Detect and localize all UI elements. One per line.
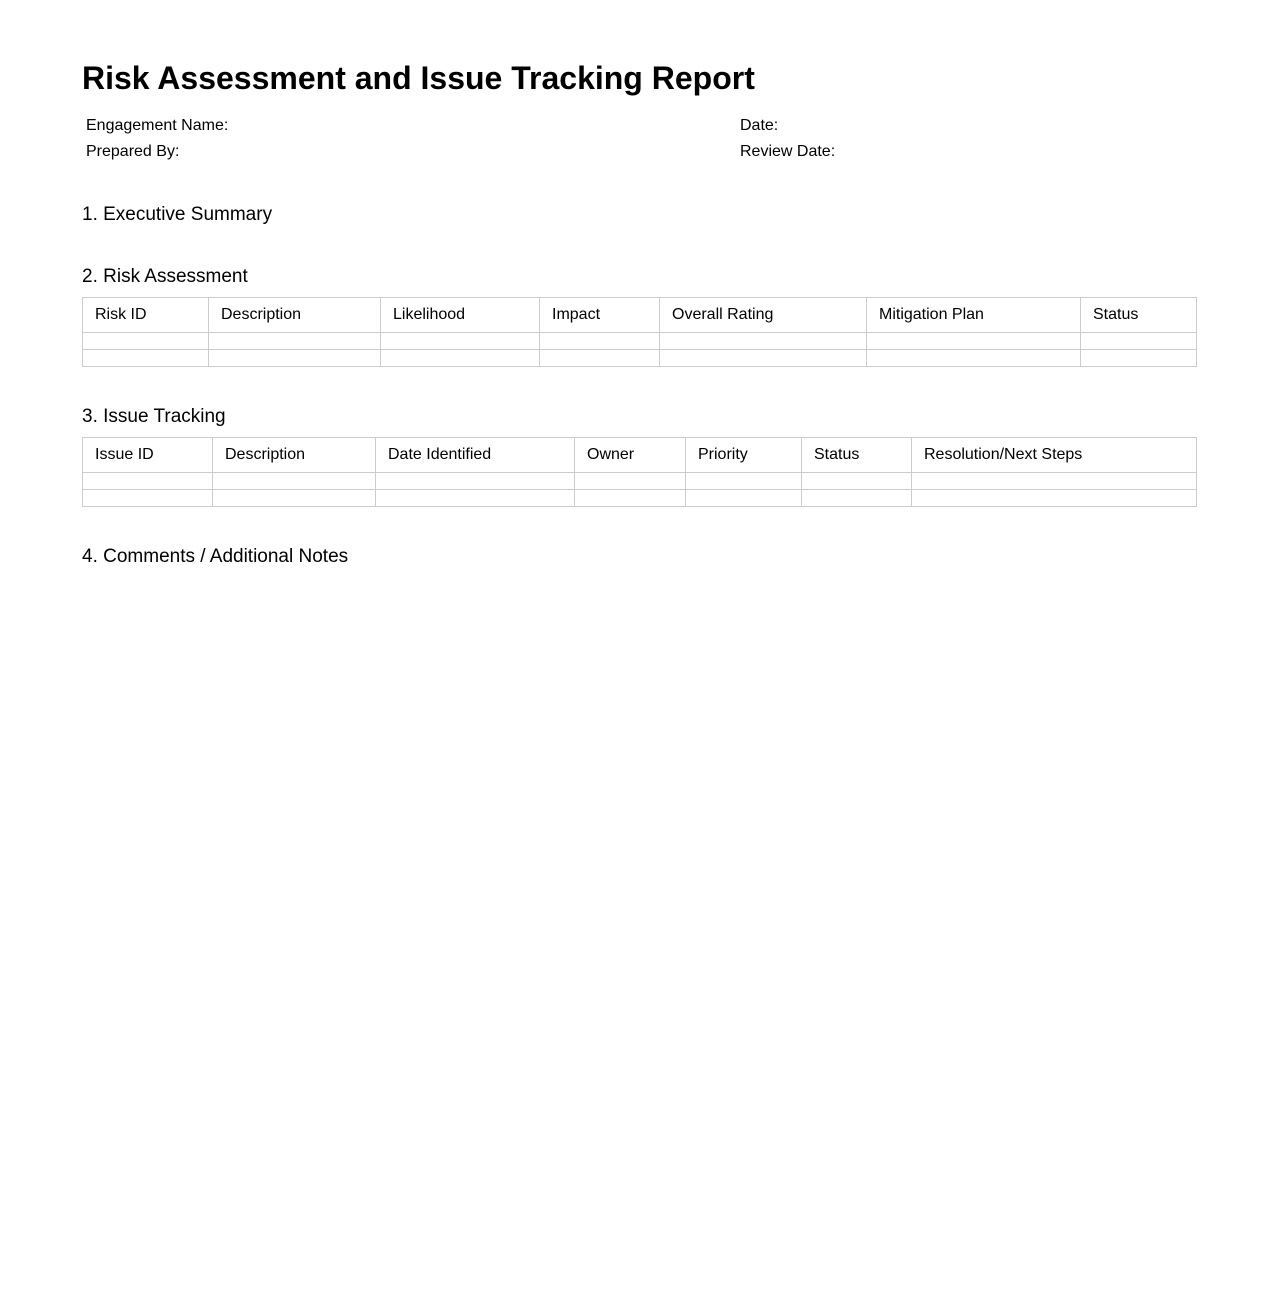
table-cell[interactable] [912,490,1197,507]
table-cell[interactable] [381,333,540,350]
section-issue-tracking-title: 3. Issue Tracking [82,406,226,427]
column-header-description: Description [213,438,376,473]
table-header-row [83,298,1197,333]
column-header-priority: Priority [686,438,802,473]
column-header-resolution-next-steps: Resolution/Next Steps [912,438,1197,473]
table-cell[interactable] [540,350,660,367]
table-header-row [83,438,1197,473]
column-header-status: Status [1081,298,1197,333]
table-cell[interactable] [376,473,575,490]
table-cell[interactable] [575,473,686,490]
table-cell[interactable] [1081,333,1197,350]
table-cell[interactable] [83,333,209,350]
table-cell[interactable] [660,333,867,350]
engagement-name-label: Engagement Name: [86,117,229,134]
table-cell[interactable] [1081,350,1197,367]
table-cell[interactable] [540,333,660,350]
table-cell[interactable] [209,333,381,350]
table-cell[interactable] [376,490,575,507]
column-header-issue-id: Issue ID [83,438,213,473]
column-header-description: Description [209,298,381,333]
section-comments-title: 4. Comments / Additional Notes [82,546,349,567]
page-title: Risk Assessment and Issue Tracking Report [82,60,755,96]
table-cell[interactable] [686,473,802,490]
table-row [83,473,1197,490]
column-header-status: Status [802,438,912,473]
table-cell[interactable] [802,490,912,507]
table-cell[interactable] [867,333,1081,350]
date-label: Date: [740,117,779,134]
table-cell[interactable] [686,490,802,507]
table-row [83,333,1197,350]
table-cell[interactable] [381,350,540,367]
table-row [83,490,1197,507]
column-header-risk-id: Risk ID [83,298,209,333]
prepared-by-label: Prepared By: [86,143,180,160]
table-cell[interactable] [83,473,213,490]
column-header-impact: Impact [540,298,660,333]
issue-tracking-table [82,437,1197,507]
table-cell[interactable] [660,350,867,367]
column-header-mitigation-plan: Mitigation Plan [867,298,1081,333]
review-date-label: Review Date: [740,143,836,160]
table-cell[interactable] [867,350,1081,367]
table-row [83,350,1197,367]
table-cell[interactable] [802,473,912,490]
section-executive-summary-title: 1. Executive Summary [82,204,273,225]
table-cell[interactable] [213,490,376,507]
table-cell[interactable] [213,473,376,490]
table-cell[interactable] [209,350,381,367]
column-header-overall-rating: Overall Rating [660,298,867,333]
column-header-date-identified: Date Identified [376,438,575,473]
table-cell[interactable] [575,490,686,507]
column-header-owner: Owner [575,438,686,473]
table-cell[interactable] [912,473,1197,490]
risk-assessment-table [82,297,1197,367]
column-header-likelihood: Likelihood [381,298,540,333]
section-risk-assessment-title: 2. Risk Assessment [82,266,248,287]
table-cell[interactable] [83,350,209,367]
table-cell[interactable] [83,490,213,507]
